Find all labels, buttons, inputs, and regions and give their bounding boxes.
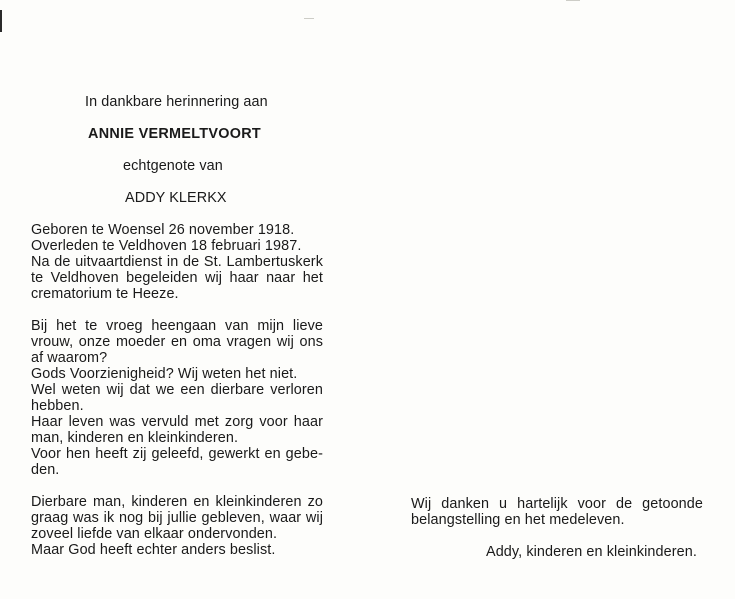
tribute-line: den. [31,462,60,478]
biography-line: te Veldhoven begeleiden wij haar naar het [31,270,323,286]
signature: Addy, kinderen en kleinkinderen. [486,544,697,560]
tribute-line: Voor hen heeft zij geleefd, gewerkt en gebe- [31,446,323,462]
farewell-line: Dierbare man, kinderen en kleinkinderen zo [31,494,323,510]
tribute-line: vrouw, onze moeder en oma vragen wij ons [31,334,323,350]
biography-line: Overleden te Veldhoven 18 februari 1987. [31,238,302,254]
scan-speck [304,18,314,19]
tribute-line: hebben. [31,398,84,414]
tribute-line: Haar leven was vervuld met zorg voor haar [31,414,323,430]
farewell-line: Maar God heeft echter anders beslist. [31,542,276,558]
deceased-name: ANNIE VERMELTVOORT [88,126,262,142]
thanks-line: Wij danken u hartelijk voor de getoonde [411,496,703,512]
tribute-line: Bij het te vroeg heengaan van mijn lieve [31,318,323,334]
relation-text: echtgenote van [123,158,223,174]
tribute-line: man, kinderen en kleinkinderen. [31,430,239,446]
biography-line: Geboren te Woensel 26 november 1918. [31,222,295,238]
biography-line: crematorium te Heeze. [31,286,179,302]
farewell-line: zoveel liefde van elkaar ondervonden. [31,526,278,542]
tribute-line: af waarom? [31,350,108,366]
biography-line: Na de uitvaartdienst in de St. Lambertuskerk [31,254,323,270]
tribute-line: Gods Voorzienigheid? Wij weten het niet. [31,366,298,382]
thanks-line: belangstelling en het medeleven. [411,512,625,528]
scan-speck [566,0,580,1]
tribute-line: Wel weten wij dat we een dierbare verloren [31,382,323,398]
intro-text: In dankbare herinnering aan [85,94,268,110]
farewell-line: graag was ik nog bij jullie gebleven, waar wij [31,510,323,526]
spouse-name: ADDY KLERKX [125,190,227,206]
scan-edge-mark [0,10,2,32]
